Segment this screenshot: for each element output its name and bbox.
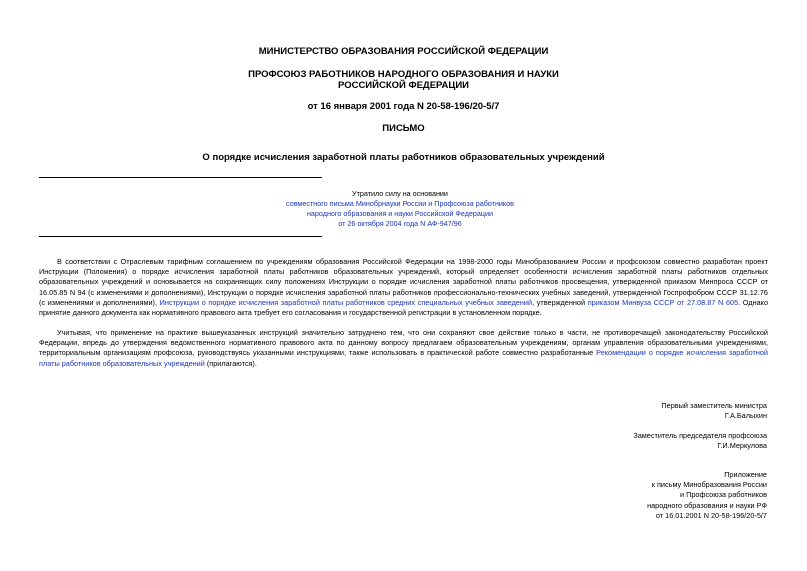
- instruction-link[interactable]: Инструкции о порядке исчисления заработной платы работников средних специальных учебных заведений: [159, 297, 533, 307]
- union-title-line1: ПРОФСОЮЗ РАБОТНИКОВ НАРОДНОГО ОБРАЗОВАНИЯ И НАУКИ: [248, 69, 559, 80]
- status-note-link-line1[interactable]: совместного письма Минобрнауки России и Профсоюза работников: [286, 199, 514, 208]
- appendix-title: Приложение: [724, 470, 767, 479]
- status-note-link-line3[interactable]: от 26 октября 2004 года N АФ-947/96: [338, 219, 462, 228]
- status-note: [235, 189, 565, 229]
- appendix-line1: к письму Минобразования России: [651, 480, 767, 490]
- paragraph-2: [39, 328, 768, 369]
- appendix-block: [467, 470, 767, 521]
- signature-first-name: Г.А.Балыхин: [724, 411, 767, 421]
- appendix-line4: от 16.01.2001 N 20-58-196/20-5/7: [655, 510, 767, 520]
- recommendations-link[interactable]: Рекомендации о порядке исчисления заработной платы работников образовательных учреждений: [39, 348, 769, 368]
- paragraph-1-text-a: В соответствии с Отраслевым тарифным соглашением по учреждениям образования Российской Федерации на 1998-2000 годы Минобразованием России и профсоюзом совместно разработан проект Инструкции (Положения) о порядке исчисления заработной платы работников образовательных учреждений, который определяет особенности исчисления заработной платы работников отдельных образовательных учреждений и основывается на сохраняющих силу положениях Инструкции о порядке исчисления заработной платы работников просвещения, утвержденной приказом Минпроса СССР от 16.05.85 N 94 (с изменениями и дополнениями), Инструкции о порядке исчисления заработной платы работников профессионально-технических учебных заведений, утвержденной Госпрофобром СССР 31.12.76 (с изменениями и дополнениями),: [39, 257, 768, 307]
- paragraph-1: [39, 257, 768, 318]
- doc-subject: О порядке исчисления заработной платы работников образовательных учреждений: [202, 152, 605, 163]
- paragraph-2-text-a: Учитывая, что применение на практике вышеуказанных инструкций значительно затруднено тем, что они сохраняют свое действие только в части, не противоречащей законодательству Российской Федерации, впредь до утверждения ведомственного нормативного правового акта по данному вопросу предлагаем образовательным учреждениям, органам управления образовательными учреждениями, территориальным организациям профсоюза, руководствуясь указанными инструкциями, также использовать в практической работе совместно разработанные: [39, 328, 768, 358]
- paragraph-1-text-c: . Однако принятие данного документа как нормативного правового акта требует его согласования и государственной регистрации в установленном порядке.: [39, 297, 769, 318]
- signature-first-title: Первый заместитель министра: [661, 401, 767, 410]
- signature-second: [467, 431, 767, 451]
- paragraph-1-text-b: , утвержденной: [532, 297, 588, 307]
- appendix-line3: народного образования и науки РФ: [647, 500, 767, 510]
- status-note-text: Утратило силу на основании: [352, 189, 448, 198]
- ministry-title: МИНИСТЕРСТВО ОБРАЗОВАНИЯ РОССИЙСКОЙ ФЕДЕРАЦИИ: [258, 46, 549, 57]
- divider-bottom: [39, 236, 322, 237]
- signature-second-title: Заместитель председателя профсоюза: [633, 431, 767, 440]
- order-link[interactable]: приказом Минвуза СССР от 27.08.87 N 605: [587, 297, 739, 307]
- union-title-line2: РОССИЙСКОЙ ФЕДЕРАЦИИ: [337, 80, 469, 91]
- divider-top: [39, 177, 322, 178]
- paragraph-2-text-b: (прилагаются).: [204, 358, 257, 368]
- status-note-link-line2[interactable]: народного образования и науки Российской Федерации: [306, 209, 494, 218]
- doc-type: ПИСЬМО: [382, 123, 425, 134]
- signature-first: [467, 401, 767, 421]
- date-number: от 16 января 2001 года N 20-58-196/20-5/7: [307, 101, 500, 112]
- appendix-line2: и Профсоюза работников: [679, 490, 767, 500]
- signature-second-name: Г.И.Меркулова: [717, 441, 767, 451]
